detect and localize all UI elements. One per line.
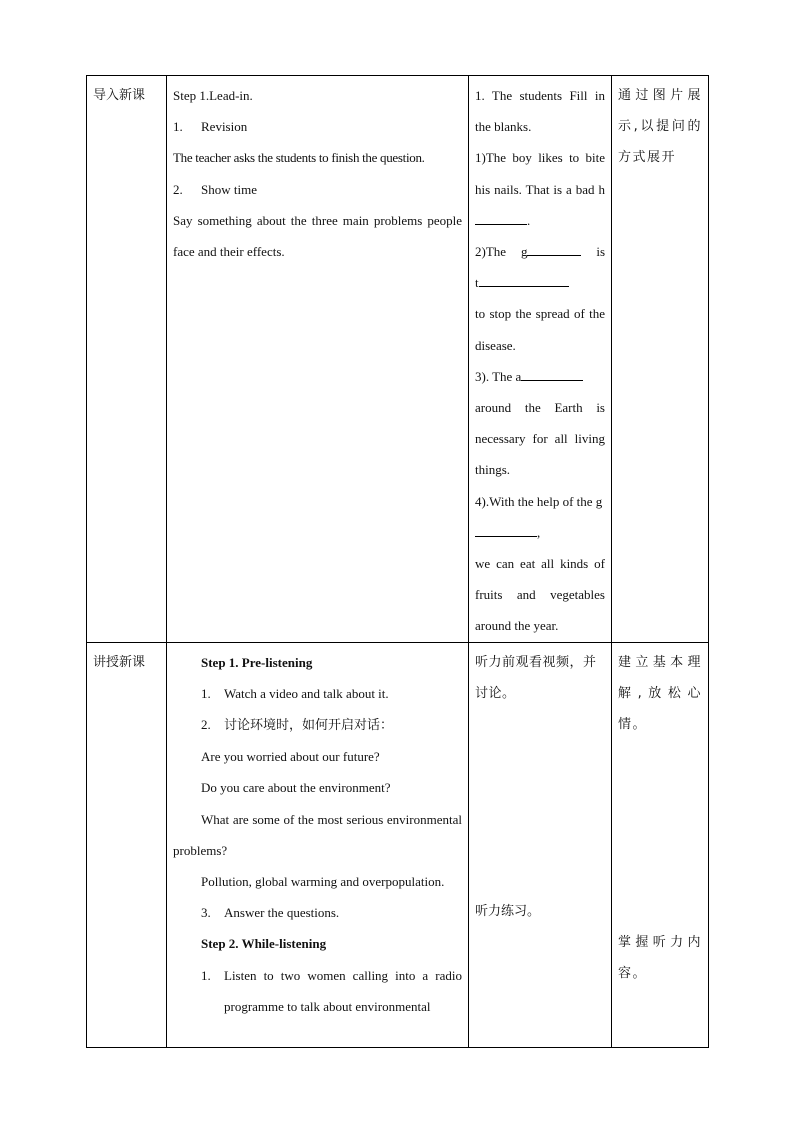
- answer-blank: [475, 210, 527, 225]
- list-item: 2. Show time: [173, 181, 257, 197]
- table-row: [87, 642, 709, 1047]
- purpose-cell: [612, 642, 709, 1047]
- student-activity-cell: [469, 76, 612, 643]
- exercise-item: ,: [475, 517, 605, 548]
- purpose-text: 通过图片展示,以提问的方式展开: [618, 88, 702, 166]
- exercise-item: t: [475, 267, 605, 298]
- list-item: 1. Listen to two women calling into a radio programme to talk about environmental: [201, 967, 462, 1014]
- section-cell: [87, 76, 167, 643]
- section-cell: [87, 642, 167, 1047]
- paragraph: Do you care about the environment?: [201, 780, 391, 796]
- activity-text: 听力前观看视频，并讨论。: [475, 654, 597, 701]
- section-label: 讲授新课: [93, 654, 146, 670]
- exercise-item: 2)The g is: [475, 236, 605, 267]
- activity-text: 听力练习。: [475, 903, 541, 919]
- paragraph: 1. The students Fill in the blanks.: [475, 88, 605, 135]
- list-item: 1. Watch a video and talk about it.: [201, 685, 389, 701]
- paragraph: Are you worried about our future?: [201, 749, 380, 765]
- list-item: 2. 讨论环境时，如何开启对话：: [201, 717, 394, 734]
- student-activity-cell: [469, 642, 612, 1047]
- exercise-item: 1)The boy likes to bite his nails. That is a bad h.: [475, 150, 605, 228]
- list-item: 3. Answer the questions.: [201, 905, 340, 921]
- answer-blank: [479, 272, 569, 287]
- table-row: [87, 76, 709, 643]
- step-title: Step 1. Pre-listening: [201, 654, 313, 670]
- paragraph: Say something about the three main problems people face and their effects.: [173, 212, 462, 260]
- exercise-item: around the Earth is necessary for all living things.: [475, 400, 605, 478]
- answer-blank: [475, 522, 537, 537]
- paragraph: The teacher asks the students to finish the question.: [173, 150, 425, 166]
- teacher-activity-cell: [167, 76, 469, 643]
- exercise-item: we can eat all kinds of fruits and vegetables around the year.: [475, 556, 605, 634]
- purpose-cell: [612, 76, 709, 643]
- teacher-activity-cell: [167, 642, 469, 1047]
- paragraph: What are some of the most serious environmental problems?: [173, 811, 462, 858]
- exercise-item: 4).With the help of the g: [475, 493, 603, 509]
- list-item: 1. Revision: [173, 119, 248, 135]
- step-title: Step 2. While-listening: [201, 936, 327, 952]
- section-label: 导入新课: [93, 88, 146, 103]
- exercise-item: 3). The a: [475, 361, 605, 392]
- lesson-plan-table: [86, 75, 709, 1048]
- purpose-text: 建立基本理解,放松心情。: [618, 654, 702, 733]
- answer-blank: [521, 366, 583, 381]
- exercise-item: to stop the spread of the disease.: [475, 306, 605, 353]
- step-title: Step 1.Lead-in.: [173, 88, 253, 103]
- purpose-text: 掌握听力内容。: [618, 934, 702, 981]
- answer-blank: [527, 241, 581, 256]
- paragraph: Pollution, global warming and overpopulation.: [201, 874, 445, 890]
